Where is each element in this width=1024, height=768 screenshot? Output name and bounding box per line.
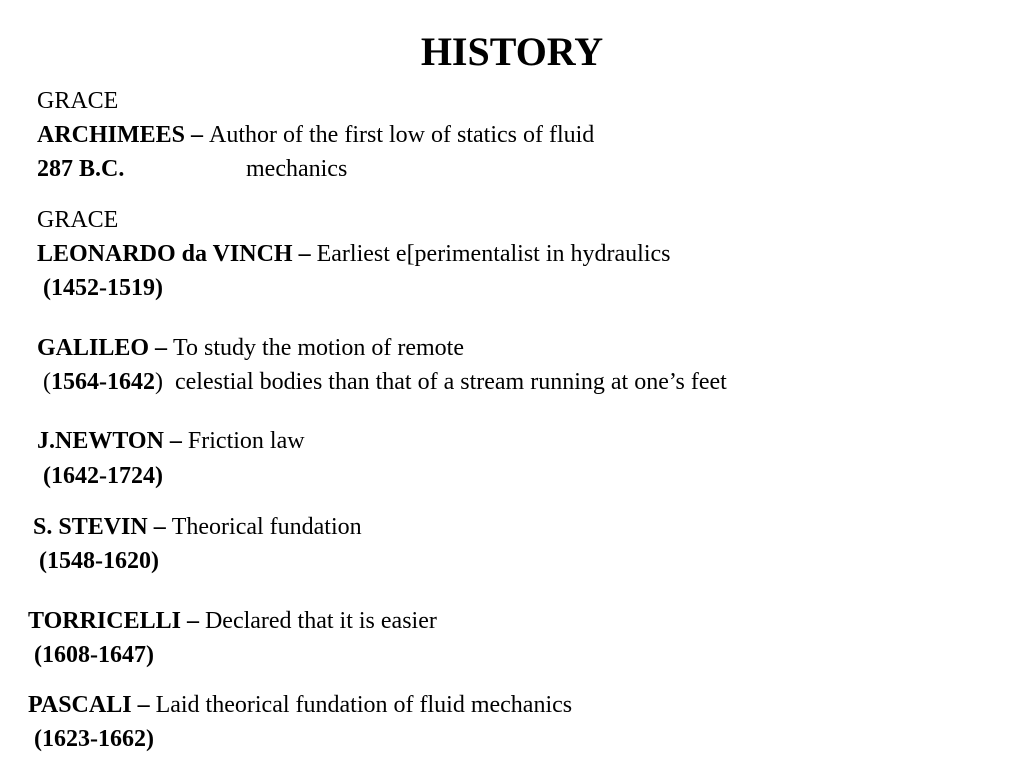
- scientist-name: TORRICELLI: [28, 608, 181, 634]
- dash: –: [131, 692, 156, 718]
- entry-leonardo-heading: [37, 239, 671, 269]
- entry-newton-years: [37, 461, 163, 491]
- entry-leonardo-region: GRACE: [37, 207, 119, 233]
- years: (1608-1647): [28, 642, 154, 668]
- description: Author of the first low of statics of fluid: [209, 122, 595, 148]
- entry-archimees-region: GRACE: [37, 88, 119, 114]
- paren-close: ): [155, 369, 163, 395]
- paren-open: (: [37, 369, 51, 395]
- dash: –: [180, 608, 205, 634]
- years: 287 B.C.: [37, 156, 125, 182]
- entry-pascali-heading: [28, 690, 572, 720]
- years: 1564-1642: [51, 369, 155, 395]
- entry-newton-heading: [37, 426, 305, 456]
- entry-galileo-heading: [37, 333, 464, 363]
- scientist-name: LEONARDO da VINCH: [37, 241, 293, 267]
- entry-pascali-years: [28, 724, 154, 754]
- years: (1623-1662): [28, 726, 154, 752]
- description: Earliest e[perimentalist in hydraulics: [316, 241, 671, 267]
- entry-archimees-heading: [37, 120, 594, 150]
- dash: –: [185, 122, 210, 148]
- page-title: HISTORY: [420, 29, 604, 74]
- description: Theorical fundation: [171, 514, 362, 540]
- years: (1548-1620): [33, 548, 159, 574]
- years: (1642-1724): [37, 463, 163, 489]
- entry-archimees-desc-continued: [246, 154, 347, 184]
- years: (1452-1519): [37, 275, 163, 301]
- description-continued: mechanics: [246, 156, 348, 182]
- scientist-name: PASCALI: [28, 692, 132, 718]
- entry-torricelli-years: [28, 640, 154, 670]
- description: Declared that it is easier: [204, 608, 437, 634]
- description: To study the motion of remote: [173, 335, 464, 361]
- dash: –: [147, 514, 172, 540]
- entry-leonardo-years: [37, 273, 163, 303]
- entry-stevin-years: [33, 546, 159, 576]
- dash: –: [149, 335, 174, 361]
- dash: –: [292, 241, 317, 267]
- scientist-name: ARCHIMEES: [37, 122, 186, 148]
- entry-archimees-years-line: [37, 154, 124, 184]
- description: Friction law: [187, 428, 305, 454]
- scientist-name: S. STEVIN: [33, 514, 148, 540]
- scientist-name: J.NEWTON: [37, 428, 164, 454]
- description: Laid theorical fundation of fluid mechanics: [155, 692, 573, 718]
- dash: –: [163, 428, 188, 454]
- description-continued: celestial bodies than that of a stream running at one’s feet: [163, 369, 727, 395]
- entry-stevin-heading: [33, 512, 362, 542]
- entry-galileo-years-line: [37, 367, 727, 397]
- scientist-name: GALILEO: [37, 335, 150, 361]
- entry-torricelli-heading: [28, 606, 437, 636]
